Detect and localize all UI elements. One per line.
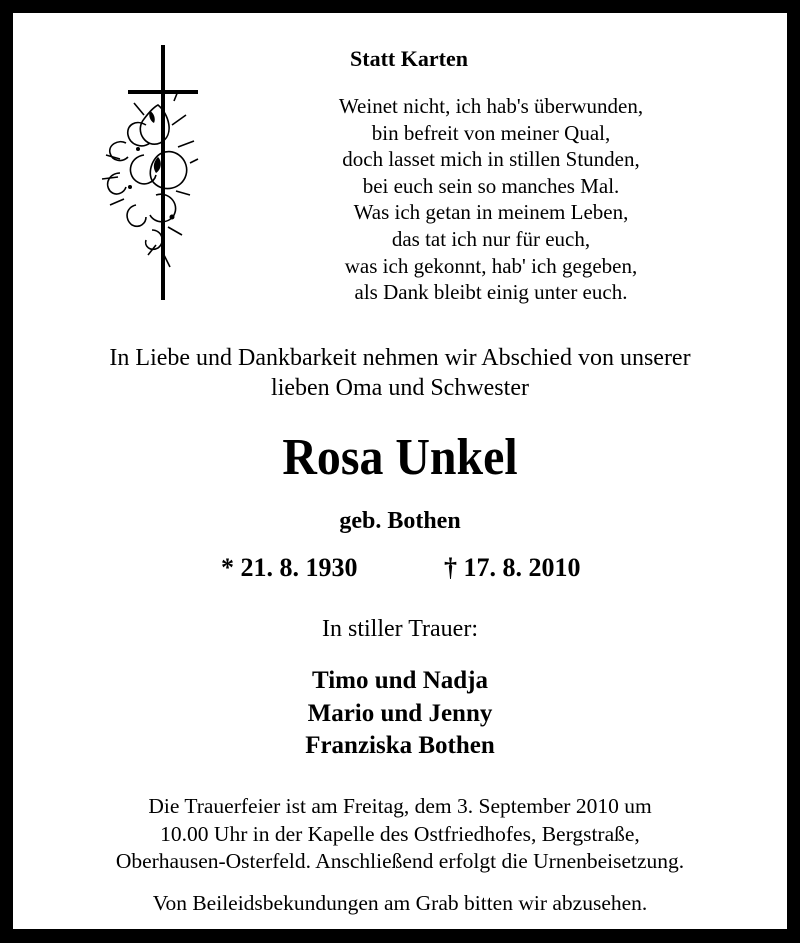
birth-date: * 21. 8. 1930 [221, 553, 358, 582]
closing-note: Von Beileidsbekundungen am Grab bitten wir abzusehen. [152, 891, 648, 915]
death-date: † 17. 8. 2010 [444, 553, 581, 582]
poem-line: als Dank bleibt einig unter euch. [354, 280, 628, 305]
poem-line: bei euch sein so manches Mal. [362, 173, 620, 198]
intro-line: In Liebe und Dankbarkeit nehmen wir Abschied von unserer [109, 345, 691, 371]
service-info-line: Die Trauerfeier ist am Freitag, dem 3. September 2010 um [148, 794, 652, 818]
family-list [13, 665, 787, 763]
mourning-label: In stiller Trauer: [322, 616, 478, 642]
service-info-line: 10.00 Uhr in der Kapelle des Ostfriedhofes, Bergstraße, [160, 821, 640, 846]
service-info-line: Oberhausen-Osterfeld. Anschließend erfolgt die Urnenbeisetzung. [115, 849, 685, 873]
poem-line: was ich gekonnt, hab' ich gegeben, [344, 253, 638, 278]
family-member: Franziska Bothen [305, 732, 495, 759]
poem [281, 93, 701, 306]
poem-line: das tat ich nur für euch, [391, 226, 591, 251]
heading: Statt Karten [350, 46, 468, 71]
family-member: Timo und Nadja [312, 667, 488, 694]
poem-line: Was ich getan in meinem Leben, [353, 200, 629, 225]
maiden-name: geb. Bothen [339, 508, 461, 534]
obituary-notice [13, 13, 787, 929]
intro-line: lieben Oma und Schwester [271, 375, 529, 401]
service-info [13, 793, 787, 876]
poem-line: bin befreit von meiner Qual, [371, 120, 611, 145]
poem-line: Weinet nicht, ich hab's überwunden, [338, 94, 644, 118]
family-member: Mario und Jenny [307, 699, 493, 727]
deceased-name: Rosa Unkel [282, 429, 518, 486]
poem-line: doch lasset mich in stillen Stunden, [342, 147, 640, 172]
intro-text [13, 343, 787, 403]
cross-with-roses-icon [86, 45, 206, 315]
